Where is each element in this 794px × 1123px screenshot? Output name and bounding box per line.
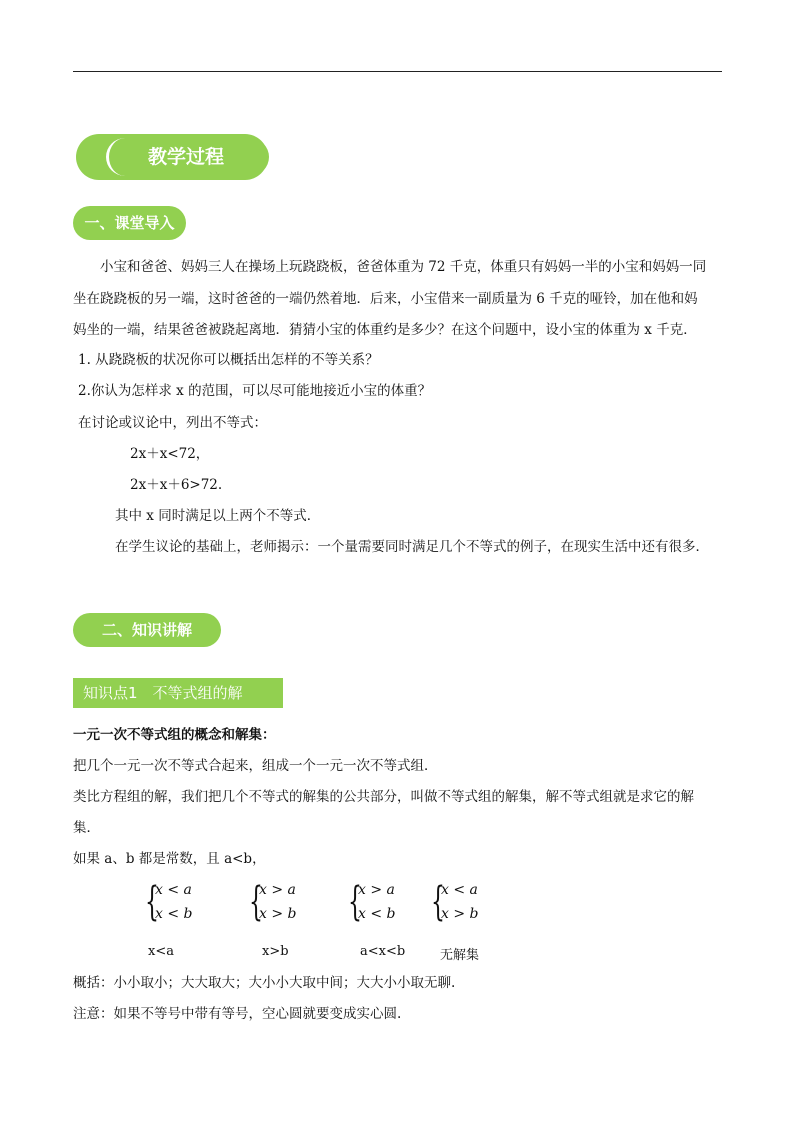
- system-2-line-2: x > b: [259, 906, 297, 922]
- note-text: 注意：如果不等号中带有等号，空心圆就要变成实心圆.: [73, 1006, 402, 1022]
- system-4-line-2: x > b: [441, 906, 479, 922]
- intro-line-1: 小宝和爸爸、妈妈三人在操场上玩跷跷板，爸爸体重为 72 千克，体重只有妈妈一半的小宝和妈妈一同: [100, 259, 707, 275]
- intro-line-3: 妈坐的一端，结果爸爸被跷起离地．猜猜小宝的体重约是多少？在这个问题中，设小宝的体重为 x 千克．: [73, 322, 697, 338]
- question-2: 2.你认为怎样求 x 的范围，可以尽可能地接近小宝的体重？: [78, 383, 432, 399]
- summary-rule: 概括：小小取小；大大取大；大小小大取中间；大大小小取无聊.: [73, 975, 456, 991]
- definition-1: 把几个一元一次不等式合起来，组成一个一元一次不等式组．: [73, 758, 438, 774]
- system-3-line-1: x > a: [358, 882, 395, 898]
- system-3-line-2: x < b: [358, 906, 396, 922]
- intro-line-2: 坐在跷跷板的另一端，这时爸爸的一端仍然着地．后来，小宝借来一副质量为 6 千克的哑铃，加在他和妈: [73, 291, 698, 307]
- section-knowledge-heading: 二、知识讲解: [73, 613, 221, 647]
- header-rule: [73, 71, 722, 72]
- system-3-result: a<x<b: [360, 944, 406, 959]
- section-intro-heading: 一、课堂导入: [73, 206, 186, 240]
- definition-2a: 类比方程组的解，我们把几个不等式的解集的公共部分，叫做不等式组的解集，解不等式组就是求它的解: [73, 789, 694, 805]
- knowledge-point-title: 知识点1 不等式组的解: [73, 678, 283, 708]
- discussion-text: 在讨论或议论中，列出不等式：: [78, 415, 267, 431]
- system-1-line-1: x < a: [155, 882, 192, 898]
- system-4-line-1: x < a: [441, 882, 478, 898]
- teaching-process-banner: [76, 134, 268, 180]
- system-4-result: 无解集: [440, 948, 480, 963]
- concept-title: 一元一次不等式组的概念和解集：: [73, 727, 276, 743]
- system-1-result: x<a: [148, 944, 174, 959]
- definition-2b: 集．: [73, 820, 100, 836]
- question-1: 1. 从跷跷板的状况你可以概括出怎样的不等关系？: [78, 352, 379, 368]
- system-2-result: x>b: [262, 944, 289, 959]
- inequality-2: 2x＋x＋6>72.: [130, 477, 223, 493]
- system-1-line-2: x < b: [155, 906, 193, 922]
- banner-title: 教学过程: [147, 146, 224, 168]
- system-2-line-1: x > a: [259, 882, 296, 898]
- teacher-reveal: 在学生议论的基础上，老师揭示：一个量需要同时满足几个不等式的例子，在现实生活中还有很多．: [115, 539, 709, 555]
- inequality-1: 2x＋x<72，: [130, 446, 210, 462]
- constants-condition: 如果 a、b 都是常数，且 a<b，: [73, 851, 266, 867]
- both-conditions: 其中 x 同时满足以上两个不等式．: [115, 508, 321, 524]
